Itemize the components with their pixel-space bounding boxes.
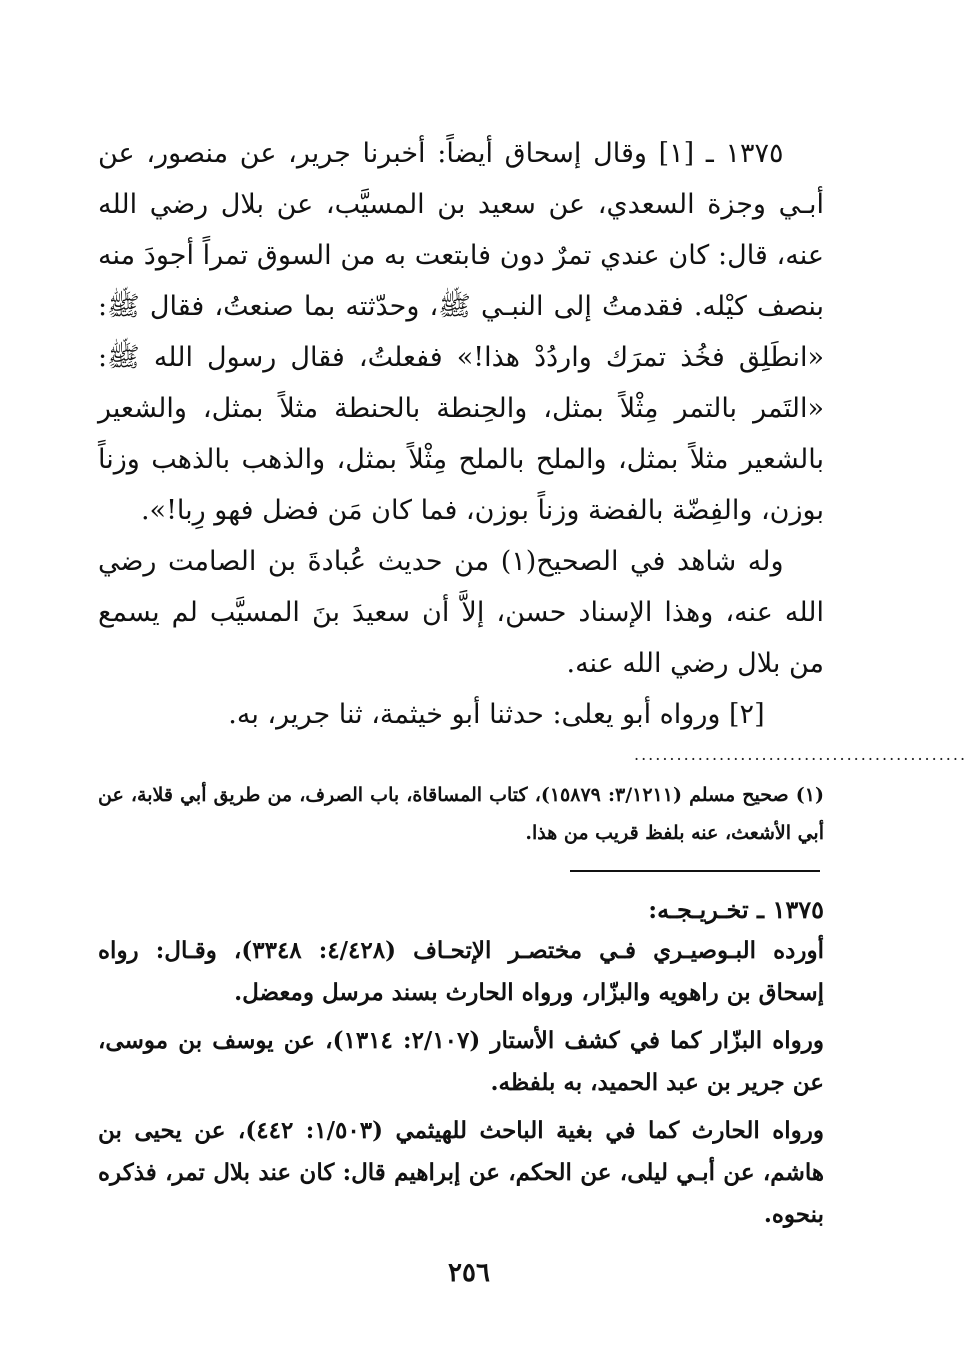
footnote-separator-dots: ............................................... bbox=[634, 745, 967, 764]
footnote-text: (١) صحيح مسلم (٣/١٢١١: ١٥٨٧٩)، كتاب المساقاة، باب الصرف، من طريق أبي قلابة، عن أبي الأشعث، عنه بلفظ قريب من هذا. bbox=[98, 784, 824, 844]
hadith-body bbox=[98, 128, 824, 740]
shahid-paragraph: وله شاهد في الصحيح(١) من حديث عُبادةَ بن الصامت رضي الله عنه، وهذا الإسناد حسن، إلاَّ أن سعيدَ بنَ المسيَّب لم يسمع من بلال رضي الله عنه. bbox=[98, 546, 824, 679]
narration-paragraph: [٢] ورواه أبو يعلى: حدثنا أبو خيثمة، ثنا جرير، به. bbox=[228, 699, 765, 730]
footnote bbox=[98, 776, 824, 852]
takhrij-paragraph: ورواه الحارث كما في بغية الباحث للهيثمي (١/٥٠٣: ٤٤٢)، عن يحيى بن هاشم، عن أبـي ليلى، عن الحكم، عن إبراهيم قال: كان عند بلال تمر، فذكره بنحوه. bbox=[98, 1117, 824, 1228]
hadith-paragraph: ١٣٧٥ ـ [١] وقال إسحاق أيضاً: أخبرنا جرير، عن منصور، عن أبـي وجزة السعدي، عن سعيد بن المسيَّب، عن بلال رضي الله عنه، قال: كان عندي تمرٌ دون فابتعت به من السوق تمراً أجودَ منه بنصف كيْله. فقدمتُ إلى النبـي ﷺ، وحدّثته بما صنعتُ، فقال ﷺ: «انطَلِق فخُذ تمرَك واردُدْ هذا!» ففعلتُ، فقال رسول الله ﷺ: «التَمر بالتمر مِثْلاً بمثل، والحِنطة بالحنطة مثلاً بمثل، والشعير بالشعير مثلاً بمثل، والملح بالملح مِثْلاً بمثل، والذهب بالذهب وزناً بوزن، والفِضّة بالفضة وزناً بوزن، فما كان مَن فضل فهو رِبا!». bbox=[98, 138, 824, 526]
section-divider bbox=[570, 870, 820, 872]
takhrij-paragraph: أورده البـوصيـري فـي مختصـر الإتحـاف (٤/٤٢٨: ٣٣٤٨)، وقـال: رواه إسحاق بن راهويه والبزّار، ورواه الحارث بسند مرسل ومعضل. bbox=[98, 937, 825, 1006]
takhrij-section bbox=[98, 890, 824, 1236]
takhrij-paragraph: ورواه البزّار كما في كشف الأستار (٢/١٠٧: ١٣١٤)، عن يوسف بن موسى، عن جرير بن عبد الحميد، به بلفظه. bbox=[98, 1027, 824, 1096]
takhrij-title: ١٣٧٥ ـ تخـريـجـه: bbox=[648, 895, 824, 924]
page-number: ٢٥٦ bbox=[448, 1258, 490, 1288]
